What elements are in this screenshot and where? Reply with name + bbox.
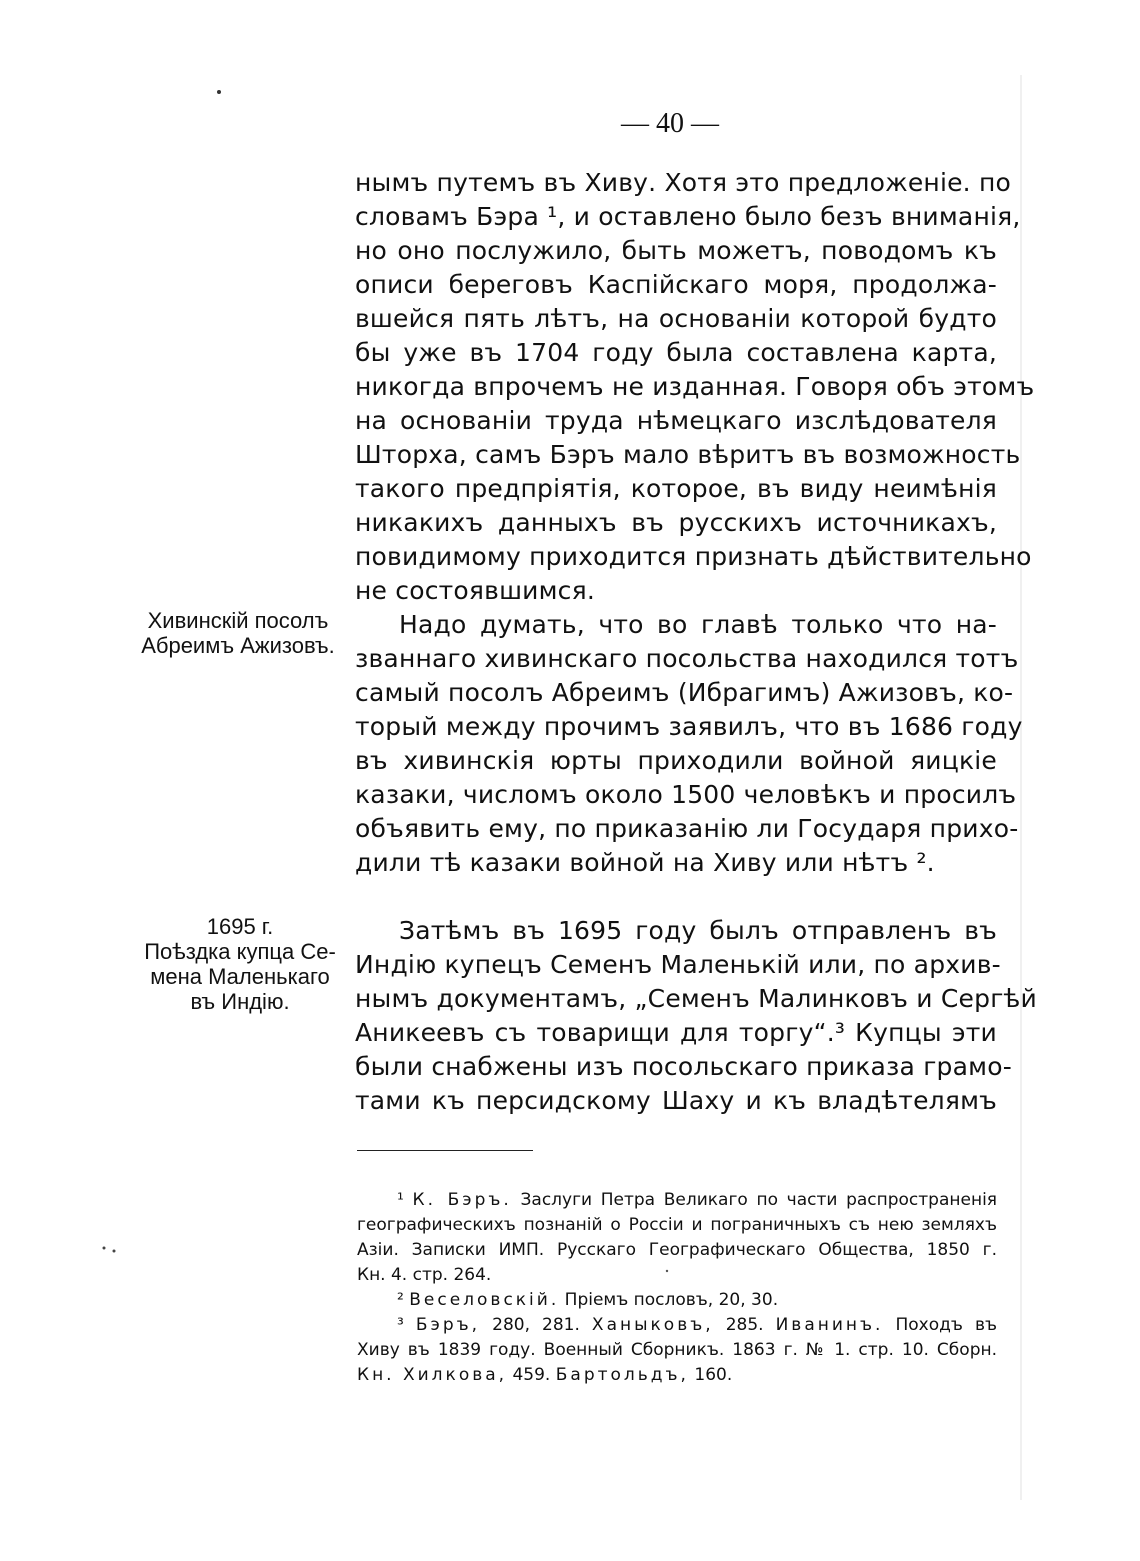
margin-note-line: мена Маленькаго (150, 964, 330, 989)
speck (113, 1250, 116, 1253)
footnote-1-line: Азіи. Записки ИМП. Русскаго Географическаго Общества, 1850 г. (357, 1240, 997, 1260)
footnotes (357, 1188, 997, 1388)
text-line: на основаніи труда нѣмецкаго изслѣдователя (355, 406, 997, 435)
paragraph-2 (355, 608, 1023, 880)
footnote-author: Бартольдъ, (555, 1365, 689, 1385)
text-line: были снабжены изъ посольскаго приказа грамо- (355, 1052, 1012, 1081)
text-line: казаки, числомъ около 1500 человѣкъ и просилъ (355, 780, 1017, 809)
text-line: нымъ документамъ, „Семенъ Малинковъ и Сергѣй (355, 984, 1037, 1013)
text-line: званнаго хивинскаго посольства находился тотъ (355, 644, 1019, 673)
margin-note-line: Абреимъ Ажизовъ. (141, 633, 335, 658)
text-line: никакихъ данныхъ въ русскихъ источникахъ, (355, 508, 997, 537)
text-line: не состоявшимся. (355, 576, 596, 605)
speck (103, 1247, 106, 1250)
text-line: такого предпріятія, которое, въ виду неимѣнія (355, 474, 997, 503)
footnote-marker: ³ (397, 1315, 404, 1335)
footnote-marker: ¹ (397, 1190, 404, 1210)
text-line: описи береговъ Каспійскаго моря, продолжа- (355, 270, 997, 299)
footnote-3-line (357, 1313, 997, 1338)
text-line: бы уже въ 1704 году была составлена карта, (355, 338, 997, 367)
footnote-text: 280, 281. (492, 1315, 580, 1335)
speck (217, 90, 221, 94)
margin-note-line: 1695 г. (206, 914, 274, 939)
page-number: — 40 — (621, 108, 719, 139)
text-line: но оно послужило, быть можетъ, поводомъ къ (355, 236, 997, 265)
text-line: дили тѣ казаки войной на Хиву или нѣтъ ². (355, 848, 935, 877)
footnote-text: Пріемъ пословъ, 20, 30. (564, 1290, 779, 1310)
margin-note-merchant-trip (130, 914, 350, 1014)
footnote-separator (357, 1150, 533, 1151)
text-line: вшейся пять лѣтъ, на основаніи которой будто (355, 304, 997, 333)
footnote-2-line (357, 1288, 997, 1313)
footnote-text: 285. (725, 1315, 764, 1335)
text-line: тами къ персидскому Шаху и къ владѣтелямъ (355, 1086, 997, 1115)
margin-note-line: Поѣздка купца Се- (144, 939, 336, 964)
footnote-author: Иванинъ. (775, 1315, 884, 1335)
footnote-text: Походъ въ (895, 1315, 997, 1335)
paragraph-1 (355, 166, 1035, 608)
text-line: нымъ путемъ въ Хиву. Хотя это предложеніе. по (355, 168, 1012, 197)
footnote-author: Бэръ, (415, 1315, 481, 1335)
text-line: объявить ему, по приказанію ли Государя прихо- (355, 814, 1019, 843)
text-line: торый между прочимъ заявилъ, что въ 1686 году (355, 712, 1023, 741)
text-line: въ хивинскія юрты приходили войной яицкіе (355, 746, 997, 775)
footnote-author: К. Бэръ. (412, 1190, 512, 1210)
text-line: Аникеевъ съ товарищи для торгу“.³ Купцы эти (355, 1018, 997, 1047)
text-line: Затѣмъ въ 1695 году былъ отправленъ въ (399, 916, 997, 945)
footnote-text: 459. (512, 1365, 551, 1385)
text-line: словамъ Бэра ¹, и оставлено было безъ вниманія, (355, 202, 1021, 231)
text-line: повидимому приходится признать дѣйствительно (355, 542, 1032, 571)
footnote-1-line: географическихъ познаній о Россіи и пограничныхъ съ нею земляхъ (357, 1215, 997, 1235)
footnote-3-line (357, 1363, 997, 1388)
footnote-marker: ² (397, 1290, 404, 1310)
footnote-author: Ханыковъ, (591, 1315, 714, 1335)
footnote-3-line: Хиву въ 1839 году. Военный Сборникъ. 1863 г. № 1. стр. 10. Сборн. (357, 1340, 997, 1360)
margin-note-line: Хивинскій посолъ (147, 608, 329, 633)
paragraph-3 (355, 914, 1037, 1118)
text-line: Индію купецъ Семенъ Маленькій или, по архив- (355, 950, 1001, 979)
footnote-1-line (357, 1188, 997, 1213)
footnote-text: 160. (694, 1365, 733, 1385)
text-line: Шторха, самъ Бэръ мало вѣритъ въ возможность (355, 440, 1021, 469)
text-line: самый посолъ Абреимъ (Ибрагимъ) Ажизовъ, ко- (355, 678, 1014, 707)
margin-note-line: въ Индію. (190, 989, 290, 1014)
footnote-author: Кн. Хилкова, (357, 1365, 508, 1385)
text-line: Надо думать, что во главѣ только что на- (399, 610, 997, 639)
footnote-text: Заслуги Петра Великаго по части распространенія (520, 1190, 998, 1210)
footnote-author: Веселовскій. (409, 1290, 560, 1310)
margin-note-envoy (128, 608, 348, 658)
text-line: никогда впрочемъ не изданная. Говоря объ этомъ (355, 372, 1035, 401)
footnote-1-line: Кн. 4. стр. 264. (357, 1265, 492, 1285)
